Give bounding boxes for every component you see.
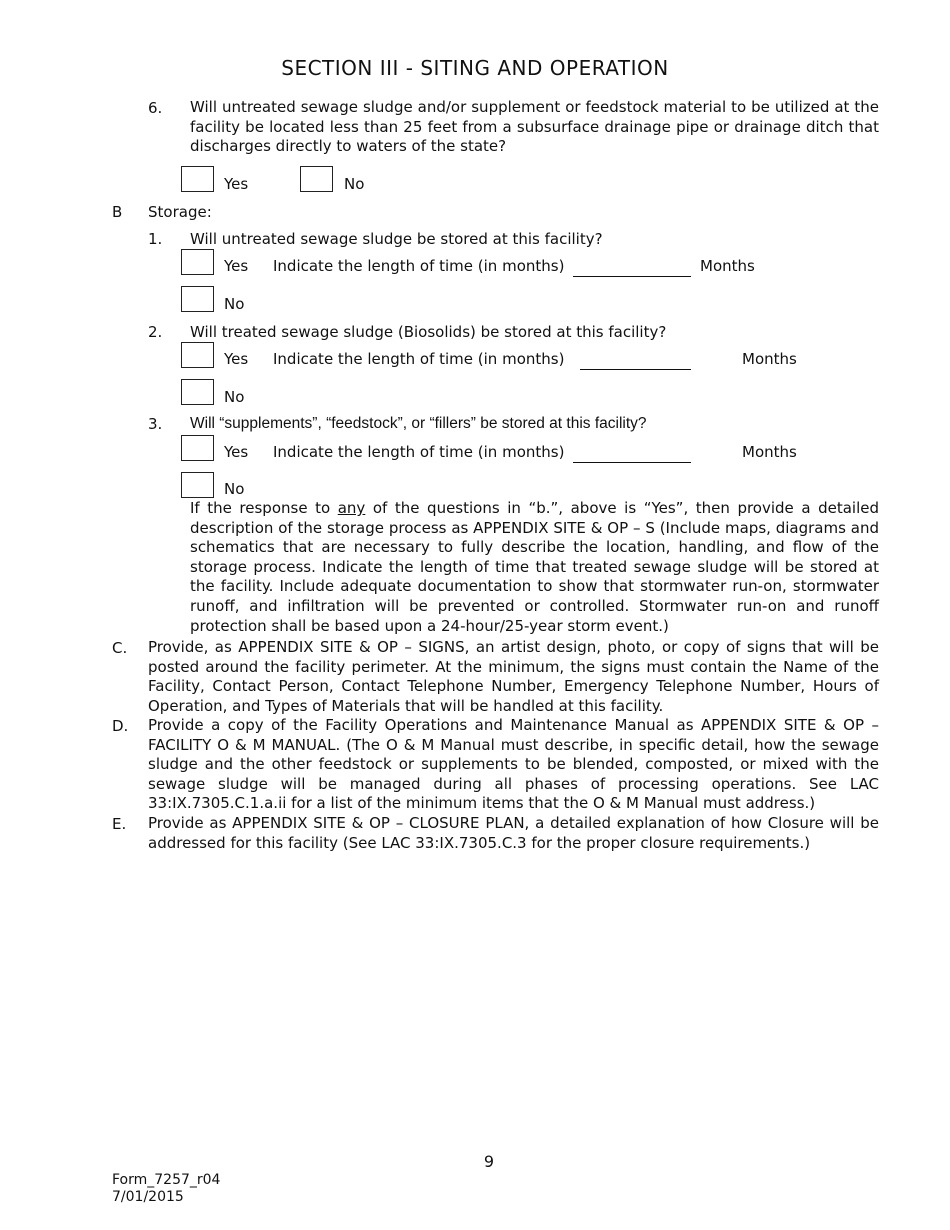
storage-q2-number: 2.: [148, 323, 163, 341]
q6-no-label: No: [344, 175, 365, 193]
q6-text: Will untreated sewage sludge and/or supplement or feedstock material to be utilized at the facility be located less than 25 feet from a subsurface drainage pipe or drainage ditch that discharges directly to waters of the state?: [190, 98, 879, 156]
storage-note-any: any: [337, 499, 366, 517]
q6-yes-label: Yes: [224, 175, 249, 193]
storage-q3-yes-checkbox[interactable]: [181, 435, 214, 461]
storage-q3-yes-label: Yes: [224, 443, 249, 461]
storage-q3-months-label: Months: [742, 443, 797, 461]
form-id: Form_7257_r04: [112, 1172, 221, 1188]
storage-q2-text: Will treated sewage sludge (Biosolids) be stored at this facility?: [190, 323, 667, 341]
item-c-letter: C.: [112, 639, 128, 657]
item-d-letter: D.: [112, 717, 129, 735]
storage-q1-yes-label: Yes: [224, 257, 249, 275]
storage-q1-months-label: Months: [700, 257, 755, 275]
storage-q1-months-field[interactable]: [573, 260, 691, 277]
item-e-letter: E.: [112, 815, 127, 833]
storage-q3-no-checkbox[interactable]: [181, 472, 214, 498]
storage-q1-no-label: No: [224, 295, 245, 313]
q6-yes-checkbox[interactable]: [181, 166, 214, 192]
storage-q2-months-label: Months: [742, 350, 797, 368]
item-d-text: Provide a copy of the Facility Operations and Maintenance Manual as APPENDIX SITE & OP – FACILITY O & M MANUAL. (The O & M Manual must describe, in specific detail, how the sewage sludge and the other feedstock or supplements to be blended, composted, or mixed with the sewage sludge will be managed during all phases of processing operations. See LAC 33:IX.7305.C.1.a.ii for a list of the minimum items that the O & M Manual must address.): [148, 716, 879, 813]
storage-q2-indicate: Indicate the length of time (in months): [273, 350, 565, 368]
storage-heading: Storage:: [148, 203, 212, 221]
storage-q1-yes-checkbox[interactable]: [181, 249, 214, 275]
storage-q1-text: Will untreated sewage sludge be stored at this facility?: [190, 230, 603, 248]
storage-q1-number: 1.: [148, 230, 163, 248]
storage-q1-indicate: Indicate the length of time (in months): [273, 257, 565, 275]
item-e-text: Provide as APPENDIX SITE & OP – CLOSURE PLAN, a detailed explanation of how Closure will be addressed for this facility (See LAC 33:IX.7305.C.3 for the proper closure requirements.): [148, 814, 879, 852]
q6-no-checkbox[interactable]: [300, 166, 333, 192]
storage-q2-yes-checkbox[interactable]: [181, 342, 214, 368]
storage-note: If the response to any of the questions in “b.”, above is “Yes”, then provide a detailed description of the storage process as APPENDIX SITE & OP – S (Include maps, diagrams and schematics that are necessary to fully describe the location, handling, and flow of the storage process. Indicate the length of time that treated sewage sludge will be stored at the facility. Include adequate documentation to show that stormwater run-on, stormwater runoff, and infiltration will be prevented or controlled. Stormwater run-on and runoff protection shall be based upon a 24-hour/25-year storm event.): [190, 499, 879, 635]
storage-q2-no-checkbox[interactable]: [181, 379, 214, 405]
storage-q2-yes-label: Yes: [224, 350, 249, 368]
storage-q3-text: Will “supplements”, “feedstock”, or “fillers” be stored at this facility?: [190, 415, 647, 432]
storage-q1-no-checkbox[interactable]: [181, 286, 214, 312]
item-c-text: Provide, as APPENDIX SITE & OP – SIGNS, an artist design, photo, or copy of signs that will be posted around the facility perimeter. At the minimum, the signs must contain the Name of the Facility, Contact Person, Contact Telephone Number, Emergency Telephone Number, Hours of Operation, and Types of Materials that will be handled at this facility.: [148, 638, 879, 715]
storage-q3-months-field[interactable]: [573, 446, 691, 463]
storage-q3-number: 3.: [148, 415, 163, 433]
form-date: 7/01/2015: [112, 1189, 184, 1205]
page-number: 9: [483, 1152, 495, 1171]
q6-number: 6.: [148, 99, 163, 117]
storage-q3-indicate: Indicate the length of time (in months): [273, 443, 565, 461]
storage-q2-no-label: No: [224, 388, 245, 406]
section-title: SECTION III - SITING AND OPERATION: [281, 56, 669, 80]
storage-letter: B: [112, 203, 123, 221]
storage-q2-months-field[interactable]: [580, 353, 691, 370]
storage-q3-no-label: No: [224, 480, 245, 498]
